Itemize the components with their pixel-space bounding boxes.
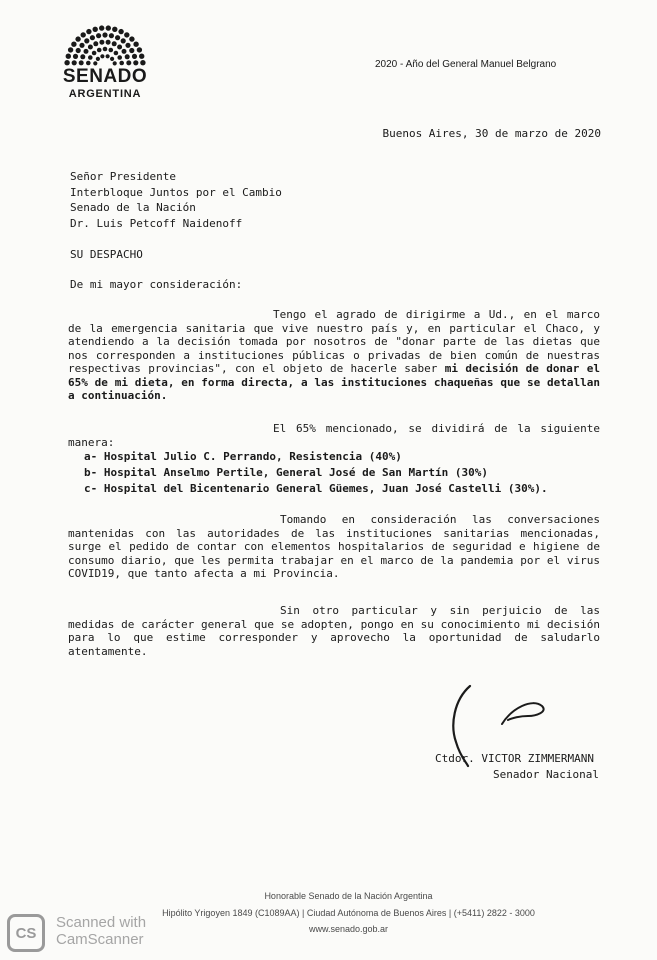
emblem-dot — [88, 55, 93, 60]
emblem-dot — [124, 32, 129, 37]
emblem-dot — [125, 43, 130, 48]
signer-title: Senador Nacional — [493, 767, 599, 781]
emblem-dot — [115, 35, 120, 40]
emblem-dot — [66, 54, 71, 59]
hospital-list — [84, 450, 548, 498]
emblem-dot — [114, 51, 119, 56]
emblem-dot — [103, 47, 108, 52]
signer-name: Ctdor. VICTOR ZIMMERMANN — [435, 752, 594, 765]
emblem-dot — [100, 54, 104, 58]
salutation: De mi mayor consideración: — [70, 278, 243, 291]
emblem-dot — [133, 60, 138, 65]
emblem-dot — [126, 60, 131, 65]
recipient-line: Señor Presidente — [70, 170, 176, 183]
emblem-dot — [121, 38, 126, 43]
emblem-dot — [93, 61, 97, 65]
signature-block — [435, 752, 599, 781]
emblem-dot — [76, 48, 81, 53]
year-motto: 2020 - Año del General Manuel Belgrano — [375, 59, 557, 70]
footer-line-1: Honorable Senado de la Nación Argentina — [264, 891, 433, 901]
emblem-dot — [125, 54, 130, 59]
emblem-dot — [117, 45, 122, 50]
org-name: SENADO — [62, 66, 148, 87]
recipient-block — [70, 170, 282, 232]
emblem-dot — [84, 49, 89, 54]
list-item: a- Hospital Julio C. Perrando, Resistencia (40%) — [84, 450, 402, 463]
emblem-dot — [109, 33, 114, 38]
paragraph-1 — [68, 308, 600, 403]
emblem-dot — [119, 61, 124, 66]
emblem-dot — [118, 29, 123, 34]
emblem-dot — [68, 47, 73, 52]
emblem-dot — [96, 57, 100, 61]
emblem-dot — [90, 35, 95, 40]
emblem-dot — [137, 47, 142, 52]
emblem-dot — [72, 60, 77, 65]
emblem-dot — [71, 42, 76, 47]
emblem-dot — [139, 54, 144, 59]
emblem-dot — [73, 54, 78, 59]
emblem-dot — [79, 43, 84, 48]
emblem-dot — [109, 48, 114, 53]
emblem-dot — [117, 55, 122, 60]
emblem-dot — [75, 36, 80, 41]
emblem-dot — [122, 49, 127, 54]
emblem-dot — [97, 48, 102, 53]
paragraph-3: Tomando en consideración las conversaciones mantenidas con las autoridades de las instituciones sanitarias mencionadas, surge el pedido de contar con elementos hospitalarios de seguridad e higiene de consumo diario, que les permita trabajar en el marco de la pandemia por el virus COVID19, que tanto afecta a mi Provincia. — [68, 513, 600, 580]
emblem-dot — [140, 60, 145, 65]
footer-line-2: Hipólito Yrigoyen 1849 (C1089AA) | Ciudad Autónoma de Buenos Aires | (+5411) 2822 - 3000 — [162, 908, 535, 918]
recipient-line: Senado de la Nación — [70, 201, 196, 214]
emblem-dot — [96, 33, 101, 38]
paragraph-1-text: Tengo el agrado de dirigirme a Ud., en el marco de la emergencia sanitaria que vive nuestro país y, en particular el Chaco, y atendiendo a la decisión tomada por nosotros de "donar parte de las dietas que nos corresponden a instituciones públicas o privadas de bien común de nuestras respectivas provincias", con el objeto de hacerle saber — [68, 308, 600, 375]
senado-emblem-icon — [60, 20, 150, 68]
emblem-dot — [102, 32, 107, 37]
emblem-dot — [92, 51, 97, 56]
emblem-dot — [133, 42, 138, 47]
emblem-dot — [93, 41, 98, 46]
camscanner-line-1: Scanned with — [56, 914, 147, 931]
emblem-dot — [110, 57, 114, 61]
recipient-line: Interbloque Juntos por el Cambio — [70, 185, 282, 199]
emblem-dot — [99, 25, 104, 30]
emblem-dot — [88, 45, 93, 50]
emblem-dot — [93, 27, 98, 32]
emblem-dot — [64, 60, 69, 65]
emblem-dot — [106, 54, 110, 58]
emblem-dot — [106, 25, 111, 30]
footer-line-3: www.senado.gob.ar — [308, 924, 389, 934]
list-item: c- Hospital del Bicentenario General Güemes, Juan José Castelli (30%). — [84, 482, 548, 495]
paragraph-4: Sin otro particular y sin perjuicio de las medidas de carácter general que se adopten, pongo en su conocimiento mi decisión para lo que estime corresponder y aprovecho la oportunidad de saludarlo atentamente. — [68, 604, 600, 658]
camscanner-line-2: CamScanner — [56, 931, 144, 948]
emblem-dot — [99, 40, 104, 45]
emblem-dot — [106, 40, 111, 45]
emblem-dot — [129, 48, 134, 53]
senado-logo — [60, 20, 150, 106]
emblem-dot — [86, 61, 91, 66]
paragraph-1-bold: mi decisión de donar el 65% de mi dieta, en forma directa, a las instituciones chaqueñas que se detallan a continuación. — [68, 362, 600, 402]
emblem-dot — [113, 61, 117, 65]
emblem-dot — [84, 38, 89, 43]
emblem-dot — [80, 54, 85, 59]
org-country: ARGENTINA — [68, 88, 142, 100]
list-item: b- Hospital Anselmo Pertile, General José de San Martín (30%) — [84, 466, 488, 479]
emblem-dot — [79, 60, 84, 65]
place-date: Buenos Aires, 30 de marzo de 2020 — [382, 127, 601, 140]
emblem-dot — [86, 29, 91, 34]
emblem-dot — [112, 27, 117, 32]
camscanner-watermark — [56, 914, 146, 948]
emblem-dot — [132, 54, 137, 59]
emblem-dot — [81, 32, 86, 37]
camscanner-logo-icon: CS — [7, 914, 45, 952]
paragraph-2-intro: El 65% mencionado, se dividirá de la siguiente manera: — [68, 422, 600, 449]
recipient-line: Dr. Luis Petcoff Naidenoff — [70, 216, 243, 230]
emblem-dot — [129, 36, 134, 41]
emblem-dot — [112, 41, 117, 46]
despacho: SU DESPACHO — [70, 248, 143, 261]
